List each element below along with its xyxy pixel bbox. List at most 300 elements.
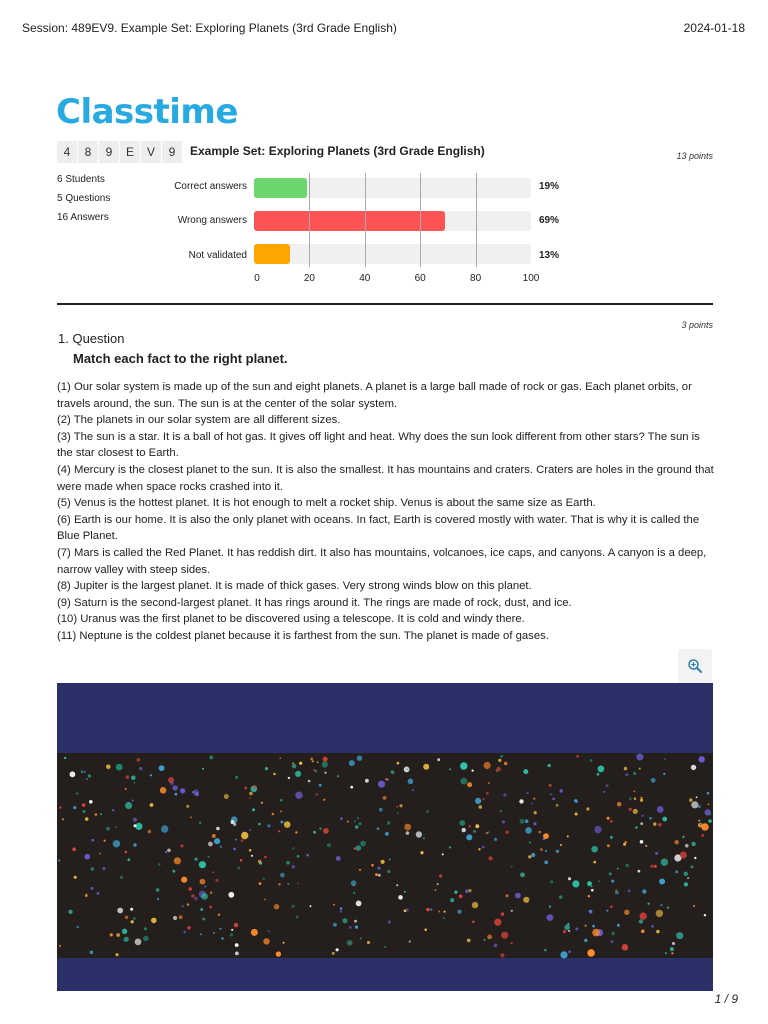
- star-dot: [208, 842, 213, 847]
- star-dot: [633, 809, 638, 814]
- star-dot: [511, 942, 513, 944]
- x-tick-label: 0: [254, 273, 260, 284]
- question-prompt: Match each fact to the right planet.: [73, 351, 288, 366]
- star-dot: [449, 768, 451, 770]
- star-dot: [59, 945, 61, 947]
- star-dot: [655, 852, 658, 855]
- star-dot: [412, 789, 414, 791]
- star-dot: [511, 866, 513, 868]
- star-dot: [278, 830, 280, 832]
- star-dot: [116, 953, 119, 956]
- star-dot: [233, 823, 236, 826]
- star-dot: [590, 759, 593, 762]
- star-dot: [235, 839, 237, 841]
- star-dot: [160, 787, 167, 794]
- star-dot: [622, 944, 629, 951]
- star-dot: [500, 953, 504, 957]
- star-dot: [640, 840, 644, 844]
- star-dot: [544, 861, 548, 865]
- star-dot: [179, 915, 183, 919]
- question-points: 3 points: [681, 320, 713, 330]
- star-dot: [263, 878, 265, 880]
- star-dot: [381, 860, 385, 864]
- star-dot: [611, 932, 615, 936]
- star-dot: [120, 876, 123, 879]
- star-dot: [190, 816, 192, 818]
- x-tick-label: 100: [522, 273, 540, 284]
- question-number: 1. Question: [58, 331, 125, 346]
- star-dot: [665, 952, 667, 954]
- star-dot: [134, 824, 137, 827]
- star-dot: [116, 764, 123, 771]
- star-dot: [258, 860, 261, 863]
- star-dot: [633, 790, 635, 792]
- star-dot: [640, 822, 643, 825]
- star-dot: [615, 891, 619, 895]
- star-dot: [158, 863, 160, 865]
- bar-track-correct: [254, 178, 531, 198]
- star-dot: [568, 950, 571, 953]
- star-dot: [365, 779, 369, 783]
- star-dot: [230, 933, 233, 936]
- x-tick-label: 60: [414, 273, 426, 284]
- report-date: 2024-01-18: [683, 21, 745, 35]
- star-dot: [473, 830, 476, 833]
- star-dot: [261, 802, 263, 804]
- star-dot: [654, 865, 657, 868]
- star-dot: [437, 758, 440, 761]
- star-dot: [399, 804, 402, 807]
- star-dot: [389, 858, 391, 860]
- star-dot: [292, 764, 297, 769]
- star-dot: [295, 831, 297, 833]
- star-dot: [175, 793, 178, 796]
- star-dot: [377, 867, 380, 870]
- star-dot: [125, 916, 128, 919]
- gridline: [309, 173, 310, 267]
- star-dot: [424, 928, 427, 931]
- star-dot: [472, 921, 475, 924]
- star-dot: [575, 813, 578, 816]
- star-dot: [611, 880, 614, 883]
- star-dot: [273, 773, 275, 775]
- star-dot: [202, 768, 204, 770]
- star-dot: [358, 822, 361, 825]
- star-dot: [642, 889, 646, 893]
- star-dot: [375, 873, 378, 876]
- star-dot: [347, 940, 353, 946]
- bar-track-wrong: [254, 211, 531, 231]
- star-dot: [531, 803, 533, 805]
- star-dot: [684, 872, 688, 876]
- star-dot: [68, 910, 72, 914]
- star-dot: [640, 912, 647, 919]
- star-dot: [653, 822, 656, 825]
- fact-item: (9) Saturn is the second-largest planet. It has rings around it. The rings are made of rock, dust, and ice.: [57, 596, 572, 609]
- star-dot: [235, 943, 239, 947]
- star-dot: [670, 947, 674, 951]
- star-dot: [462, 828, 466, 832]
- star-dot: [95, 813, 98, 816]
- star-dot: [484, 939, 486, 941]
- star-dot: [200, 933, 202, 935]
- star-dot: [592, 929, 600, 937]
- star-dot: [342, 918, 347, 923]
- star-dot: [241, 832, 248, 839]
- star-dot: [682, 836, 684, 838]
- star-dot: [131, 776, 136, 781]
- zoom-in-icon: [686, 657, 704, 675]
- star-dot: [106, 827, 110, 831]
- bar-track-not-validated: [254, 244, 531, 264]
- star-dot: [540, 848, 543, 851]
- star-dot: [656, 910, 663, 917]
- star-dot: [547, 914, 554, 921]
- star-dot: [689, 798, 692, 801]
- star-dot: [502, 821, 505, 824]
- star-dot: [357, 817, 359, 819]
- star-dot: [416, 831, 422, 837]
- image-top-band: [57, 683, 713, 753]
- star-dot: [123, 938, 127, 942]
- star-dot: [467, 782, 472, 787]
- pct-correct: 19%: [539, 181, 560, 192]
- star-dot: [408, 779, 414, 785]
- star-dot: [231, 929, 233, 931]
- star-dot: [426, 810, 429, 813]
- star-dot: [468, 889, 471, 892]
- star-dot: [333, 904, 335, 906]
- star-dot: [86, 778, 88, 780]
- star-dot: [323, 828, 329, 834]
- star-dot: [634, 798, 636, 800]
- star-dot: [89, 800, 93, 804]
- star-dot: [76, 926, 79, 929]
- star-dot: [340, 910, 342, 912]
- bar-label-correct: Correct answers: [174, 181, 247, 192]
- star-dot: [550, 793, 552, 795]
- star-dot: [615, 889, 617, 891]
- star-dot: [135, 823, 142, 830]
- star-dot: [88, 774, 91, 777]
- star-dot: [172, 785, 177, 790]
- star-dot: [187, 903, 190, 906]
- star-dot: [531, 853, 535, 857]
- star-dot: [708, 819, 711, 822]
- star-dot: [397, 762, 400, 765]
- star-dot: [272, 813, 275, 816]
- star-dot: [504, 762, 507, 765]
- star-dot: [125, 788, 127, 790]
- star-dot: [568, 930, 570, 932]
- star-dot: [310, 905, 312, 907]
- star-dot: [312, 760, 314, 762]
- star-dot: [350, 786, 353, 789]
- star-dot: [131, 920, 134, 923]
- star-dot: [660, 904, 662, 906]
- star-dot: [133, 818, 137, 822]
- star-dot: [465, 890, 468, 893]
- star-dot: [648, 903, 650, 905]
- star-dot: [691, 801, 698, 808]
- star-dot: [85, 817, 89, 821]
- star-dot: [662, 817, 667, 822]
- star-dot: [460, 762, 467, 769]
- star-dot: [181, 877, 187, 883]
- star-dot: [244, 787, 247, 790]
- star-dot: [479, 805, 483, 809]
- star-dot: [73, 806, 76, 809]
- star-dot: [91, 839, 94, 842]
- star-dot: [315, 770, 318, 773]
- star-dot: [511, 910, 513, 912]
- star-dot: [610, 836, 613, 839]
- bar-label-wrong: Wrong answers: [177, 215, 247, 226]
- star-dot: [636, 753, 643, 760]
- star-dot: [340, 907, 342, 909]
- star-dot: [675, 870, 678, 873]
- star-dot: [378, 781, 385, 788]
- star-dot: [587, 881, 592, 886]
- star-dot: [82, 803, 85, 806]
- star-dot: [349, 926, 352, 929]
- fact-item: (6) Earth is our home. It is also the only planet with oceans. In fact, Earth is covered mostly with water. That is why it is called the Blue Planet.: [57, 513, 700, 543]
- star-dot: [199, 861, 206, 868]
- star-dot: [617, 802, 621, 806]
- fact-item: (1) Our solar system is made up of the sun and eight planets. A planet is a large ball made of rock or gas. Each planet orbits, or travels around, the sun. The sun is at the center of the solar system.: [57, 381, 692, 410]
- star-dot: [276, 951, 281, 956]
- star-dot: [189, 887, 192, 890]
- star-dot: [115, 826, 117, 828]
- star-dot: [264, 856, 267, 859]
- star-dot: [200, 908, 203, 911]
- star-dot: [469, 825, 471, 827]
- star-dot: [423, 764, 429, 770]
- star-dot: [110, 933, 113, 936]
- space-stars-image: [57, 683, 713, 991]
- total-points: 13 points: [676, 151, 713, 161]
- star-dot: [591, 846, 598, 853]
- star-dot: [515, 893, 521, 899]
- star-dot: [144, 927, 147, 930]
- star-dot: [472, 770, 474, 772]
- star-dot: [496, 767, 501, 772]
- star-dot: [274, 904, 280, 910]
- star-dot: [201, 893, 208, 900]
- fact-item: (10) Uranus was the first planet to be discovered using a telescope. It is cold and windy there.: [57, 613, 525, 626]
- star-dot: [213, 932, 215, 934]
- fact-item: (4) Mercury is the closest planet to the sun. It is also the smallest. It has mountains and craters. Craters are holes in the ground that were made when space rocks crashed into it.: [57, 463, 714, 493]
- fact-item: (3) The sun is a star. It is a ball of hot gas. It gives off light and heat. Why does the sun look different from other stars? The sun is the star closest to Earth.: [57, 430, 700, 460]
- star-dot: [378, 874, 381, 877]
- star-dot: [220, 846, 222, 848]
- star-dot: [253, 785, 257, 789]
- star-dot: [635, 826, 637, 828]
- star-dot: [258, 823, 261, 826]
- star-dot: [589, 910, 592, 913]
- star-dot: [610, 906, 612, 908]
- star-dot: [168, 777, 174, 783]
- star-dot: [563, 930, 566, 933]
- star-dot: [85, 854, 91, 860]
- star-dot: [449, 846, 451, 848]
- star-dot: [279, 757, 281, 759]
- gridline: [365, 173, 366, 267]
- question-facts: [57, 379, 717, 645]
- star-dot: [696, 796, 698, 798]
- star-dot: [191, 894, 195, 898]
- star-dot: [426, 908, 429, 911]
- star-dot: [658, 823, 661, 826]
- star-dot: [423, 837, 425, 839]
- star-dot: [355, 926, 358, 929]
- star-dot: [280, 799, 283, 802]
- star-dot: [404, 910, 407, 913]
- star-dot: [472, 902, 478, 908]
- x-tick-label: 80: [470, 273, 482, 284]
- star-dot: [587, 949, 595, 957]
- star-dot: [187, 926, 191, 930]
- star-dot: [609, 872, 612, 875]
- bar-wrong: [254, 211, 445, 231]
- star-dot: [526, 792, 528, 794]
- star-dot: [283, 942, 285, 944]
- zoom-image-button[interactable]: [678, 649, 712, 683]
- students-count: 6 Students: [57, 174, 105, 185]
- star-dot: [450, 898, 454, 902]
- star-dot: [529, 842, 531, 844]
- star-dot: [180, 844, 183, 847]
- star-dot: [292, 865, 296, 869]
- star-dot: [488, 856, 492, 860]
- star-dot: [359, 869, 361, 871]
- star-dot: [651, 925, 654, 928]
- star-dot: [173, 916, 177, 920]
- star-dot: [466, 834, 472, 840]
- star-dot: [353, 892, 355, 894]
- star-dot: [607, 817, 610, 820]
- star-dot: [640, 799, 643, 802]
- star-dot: [199, 822, 202, 825]
- star-dot: [207, 856, 209, 858]
- star-dot: [319, 828, 321, 830]
- star-dot: [360, 937, 362, 939]
- star-dot: [117, 908, 123, 914]
- star-dot: [133, 843, 136, 846]
- star-dot: [552, 798, 555, 801]
- page-number: 1 / 9: [714, 992, 738, 1006]
- bar-correct: [254, 178, 307, 198]
- star-dot: [182, 905, 184, 907]
- star-dot: [212, 871, 214, 873]
- star-dot: [150, 774, 152, 776]
- star-dot: [584, 939, 587, 942]
- star-dot: [699, 756, 705, 762]
- star-dot: [591, 886, 593, 888]
- star-dot: [439, 874, 442, 877]
- star-dot: [649, 817, 652, 820]
- star-dot: [523, 897, 529, 903]
- star-dot: [544, 949, 547, 952]
- star-dot: [310, 758, 313, 761]
- star-dot: [357, 756, 362, 761]
- star-dot: [593, 861, 596, 864]
- star-dot: [235, 952, 239, 956]
- star-dot: [167, 849, 171, 853]
- star-dot: [629, 797, 632, 800]
- star-dot: [126, 775, 130, 779]
- star-dot: [135, 939, 142, 946]
- star-dot: [691, 765, 696, 770]
- star-dot: [520, 819, 525, 824]
- star-dot: [685, 844, 689, 848]
- star-dot: [559, 895, 562, 898]
- star-dot: [383, 796, 387, 800]
- star-dot: [663, 773, 665, 775]
- star-dot: [186, 805, 189, 808]
- star-dot: [116, 933, 120, 937]
- star-dot: [406, 831, 410, 835]
- star-dot: [249, 792, 253, 796]
- star-dot: [259, 882, 262, 885]
- star-dot: [707, 792, 710, 795]
- star-dot: [691, 865, 694, 868]
- star-dot: [625, 773, 628, 776]
- star-dot: [528, 855, 531, 858]
- star-dot: [691, 842, 695, 846]
- star-dot: [385, 832, 389, 836]
- star-dot: [228, 892, 234, 898]
- star-dot: [434, 889, 436, 891]
- star-dot: [336, 948, 339, 951]
- star-dot: [676, 932, 683, 939]
- star-dot: [299, 762, 302, 765]
- star-dot: [336, 856, 341, 861]
- star-dot: [313, 831, 316, 834]
- fact-item: (8) Jupiter is the largest planet. It is made of thick gases. Very strong winds blow on this planet.: [57, 580, 532, 593]
- star-dot: [249, 829, 251, 831]
- star-dot: [594, 826, 601, 833]
- star-dot: [268, 930, 270, 932]
- star-dot: [183, 931, 186, 934]
- star-dot: [156, 888, 159, 891]
- star-dot: [237, 867, 240, 870]
- star-dot: [151, 918, 157, 924]
- star-dot: [221, 937, 223, 939]
- set-title: Example Set: Exploring Planets (3rd Grade English): [190, 144, 485, 158]
- star-dot: [564, 925, 570, 931]
- star-dot: [220, 928, 222, 930]
- star-dot: [295, 792, 302, 799]
- star-dot: [112, 809, 114, 811]
- star-dot: [83, 810, 86, 813]
- star-dot: [133, 917, 136, 920]
- star-dot: [442, 853, 444, 855]
- star-dot: [200, 879, 206, 885]
- star-dot: [617, 868, 619, 870]
- star-dot: [420, 851, 423, 854]
- star-dot: [295, 771, 301, 777]
- star-dot: [90, 951, 94, 955]
- star-dot: [353, 884, 355, 886]
- star-dot: [356, 901, 362, 907]
- star-dot: [656, 930, 659, 933]
- star-dot: [194, 858, 197, 861]
- star-dot: [534, 811, 537, 814]
- star-dot: [265, 767, 268, 770]
- star-dot: [288, 777, 290, 779]
- star-dot: [209, 906, 212, 909]
